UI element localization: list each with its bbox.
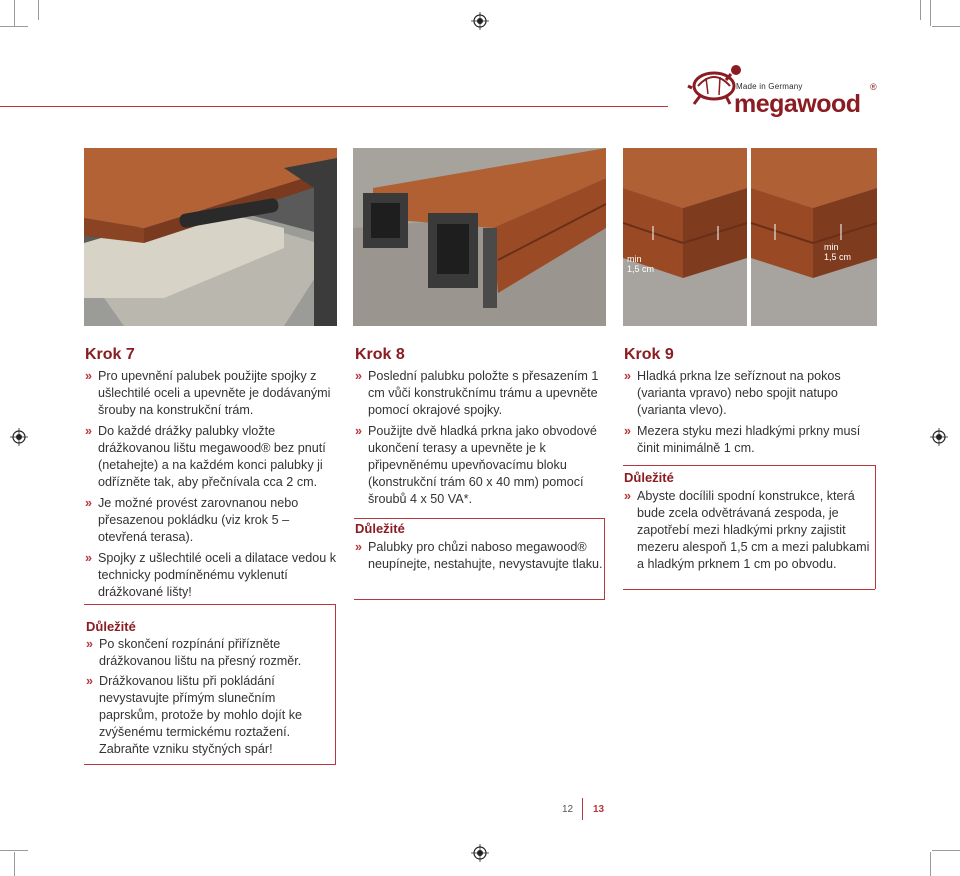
crop-mark bbox=[932, 26, 960, 27]
list-item: » Do každé drážky palubky vložte drážkovanou lištu megawood® bez pnutí (netahejte) a na každém konci palubky ji odřízněte tak, aby přečnívala cca 2 cm. bbox=[85, 424, 326, 489]
registration-mark-icon bbox=[930, 428, 948, 446]
section-rule bbox=[875, 465, 876, 589]
megawood-logo bbox=[686, 54, 886, 118]
crop-mark bbox=[14, 0, 15, 26]
step8-list bbox=[355, 368, 605, 508]
section-rule bbox=[623, 465, 875, 466]
list-item: » Abyste docílili spodní konstrukce, která bude zcela odvětrávaná zespoda, je zapotřebí mezi hladkými prkny zajistit mezeru alespoň 1,5 cm a mezi palubkami a hladkým prknem 1 cm po obvodu. bbox=[624, 489, 870, 571]
section-rule bbox=[354, 518, 604, 519]
section-rule bbox=[84, 764, 336, 765]
page-number-left: 12 bbox=[562, 804, 574, 815]
step8-title: Krok 8 bbox=[355, 346, 405, 363]
registration-mark-icon bbox=[10, 428, 28, 446]
registration-mark-icon bbox=[471, 844, 489, 862]
registered-mark: ® bbox=[870, 82, 877, 92]
step7-photo bbox=[84, 148, 337, 326]
section-rule bbox=[354, 599, 604, 600]
registration-mark-icon bbox=[471, 12, 489, 30]
list-item: » Hladká prkna lze seříznout na pokos (varianta vpravo) nebo spojit natupo (varianta vlevo). bbox=[624, 369, 841, 417]
step9-photo bbox=[623, 148, 877, 326]
list-item: » Je možné provést zarovnanou nebo přesazenou pokládku (viz krok 5 – otevřená terasa). bbox=[85, 496, 299, 544]
crop-mark bbox=[0, 850, 28, 851]
step9-list bbox=[624, 368, 876, 457]
step7-note-title: Důležité bbox=[86, 619, 136, 634]
list-item: » Po skončení rozpínání přiřízněte drážkovanou lištu na přesný rozměr. bbox=[86, 637, 302, 668]
step8-photo bbox=[353, 148, 606, 326]
step9-title: Krok 9 bbox=[624, 346, 674, 363]
step8-note-title: Důležité bbox=[355, 521, 405, 536]
made-in-germany: Made in Germany bbox=[736, 82, 803, 91]
page-number-right: 13 bbox=[593, 804, 605, 815]
section-rule bbox=[84, 604, 336, 605]
step9-note-title: Důležité bbox=[624, 470, 674, 485]
list-item: » Pro upevnění palubek použijte spojky z ušlechtilé oceli a upevněte je dodávanými šrouby na konstrukční trám. bbox=[85, 369, 331, 417]
list-item: » Použijte dvě hladká prkna jako obvodové ukončení terasy a upevněte je k připevněnému upevňovacímu bloku (konstrukční trám 60 x 40 mm) pomocí šroubů 4 x 50 VA*. bbox=[355, 424, 597, 506]
step7-note bbox=[86, 618, 336, 761]
gap-label-right: min 1,5 cm bbox=[824, 242, 852, 262]
list-item: » Poslední palubku položte s přesazením 1 cm vůči konstrukčnímu trámu a upevněte pomocí okrajové spojky. bbox=[355, 369, 599, 417]
header-rule bbox=[0, 106, 668, 107]
step7-title: Krok 7 bbox=[85, 346, 135, 363]
crop-mark bbox=[0, 26, 28, 27]
brand-name: megawood bbox=[734, 90, 861, 118]
step9-section bbox=[624, 345, 876, 577]
list-item: » Spojky z ušlechtilé oceli a dilatace vedou k technicky podmíněnému vyklenutí drážkované lišty! bbox=[85, 551, 337, 599]
list-item: » Drážkovanou lištu při pokládání nevystavujte přímým slunečním paprskům, protože by mohlo dojít ke zvýšenému termickému roztažení. Zabraňte vzniku styčných spár! bbox=[86, 674, 303, 756]
page-number-divider bbox=[582, 798, 583, 820]
crop-mark bbox=[932, 850, 960, 851]
list-item: » Palubky pro chůzi naboso megawood® neupínejte, nestahujte, nevystavujte tlaku. bbox=[355, 540, 603, 571]
crop-mark bbox=[14, 852, 15, 876]
crop-mark bbox=[38, 0, 39, 20]
crop-mark bbox=[930, 0, 931, 26]
crop-mark bbox=[920, 0, 921, 20]
step7-list bbox=[85, 368, 337, 601]
section-rule bbox=[604, 518, 605, 600]
section-rule bbox=[623, 589, 875, 590]
step7-section bbox=[85, 345, 337, 605]
crop-mark bbox=[930, 852, 931, 876]
gap-label-left: min 1,5 cm bbox=[627, 254, 655, 274]
list-item: » Mezera styku mezi hladkými prkny musí činit minimálně 1 cm. bbox=[624, 424, 861, 455]
step8-section bbox=[355, 345, 605, 577]
